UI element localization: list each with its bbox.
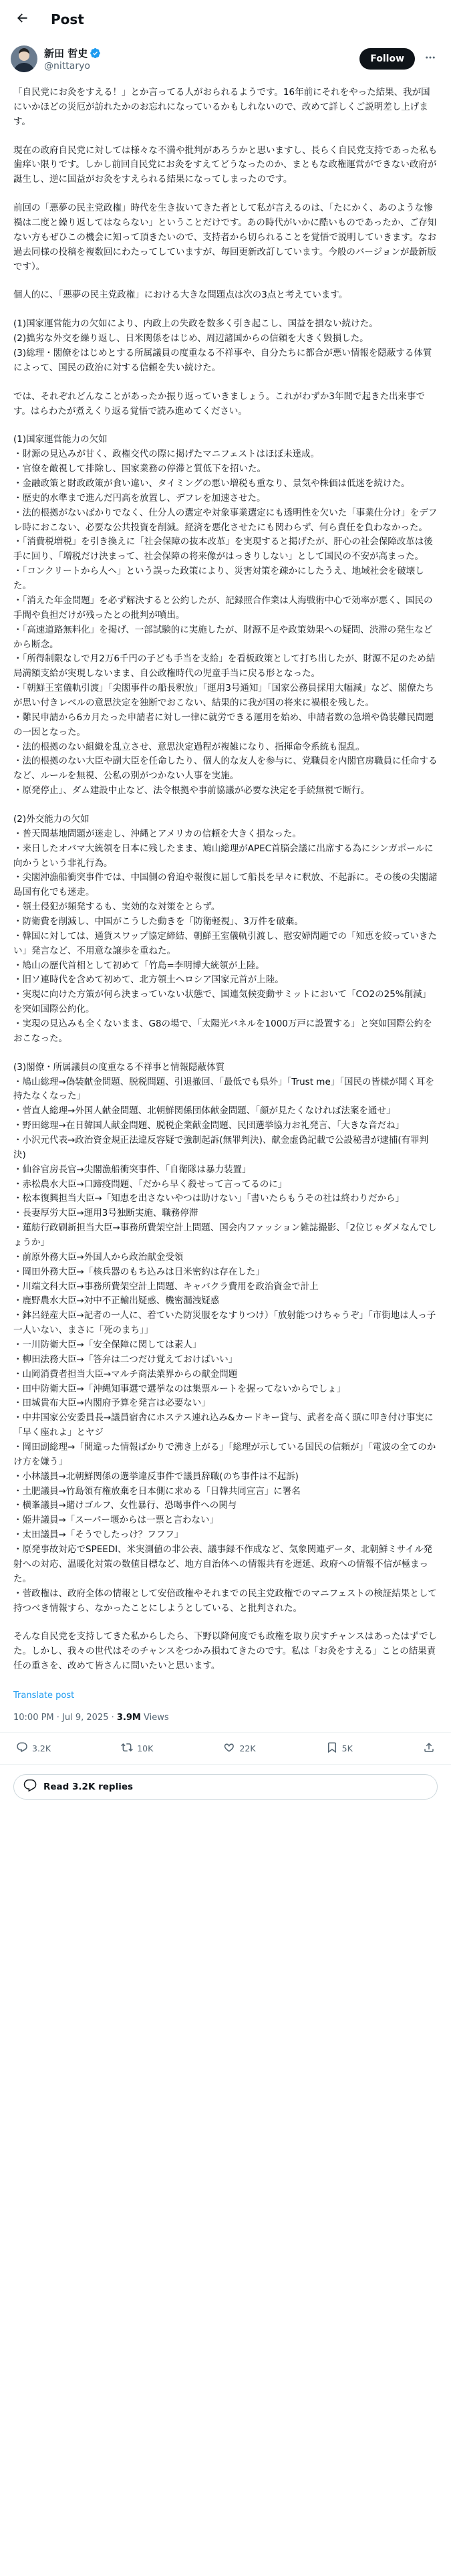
- share-button[interactable]: [423, 1741, 435, 1755]
- bookmark-button[interactable]: [326, 1741, 353, 1755]
- bookmark-count: 5K: [341, 1743, 353, 1753]
- verified-badge-icon: [90, 47, 101, 59]
- timestamp[interactable]: 10:00 PM · Jul 9, 2025: [13, 1712, 109, 1723]
- read-replies-label: Read 3.2K replies: [43, 1781, 134, 1792]
- page-title: Post: [51, 11, 84, 27]
- post-paragraph: では、それぞれどんなことがあったか振り返っていきましょう。これがわずか3年間で起きた出来事です。はらわたが煮えくり返る覚悟で読み進めてください。: [13, 391, 425, 417]
- back-button[interactable]: [11, 8, 33, 31]
- views-count: 3.9M: [116, 1712, 141, 1723]
- more-options-button[interactable]: [420, 49, 440, 69]
- post-paragraph: 「自民党にお灸をすえる！」とか言ってる人がおられるようです。16年前にそれをやった結果、我が国にいかほどの災厄が訪れたかのお忘れになっているかもしれないので、改めて詳しくご説明差し上げます。: [13, 87, 430, 127]
- post-paragraph: (1)国家運営能力の欠如 ・財源の見込みが甘く、政権交代の際に掲げたマニフェストはほぼ未達成。 ・官僚を敵視して排除し、国家業務の停滞と質低下を招いた。 ・金融政策と財政政策が食い違い、タイミングの悪い増税も重なり、景気や株価は低迷を続けた。 ・歴史的水準まで進んだ円高を放置し、デフレを加速させた。 ・法的根拠がないばかりでなく、仕分人の選定や対象事業選定にも透明性を欠いた「事業仕分け」をデフレ時におこない、必要な公共投資を削減。経済を悪化させたにも関わらず、何ら責任を負わなかった。 ・「消費税増税」を引き換えに「社会保障の抜本改革」を実現すると掲げたが、肝心の社会保障改革は後手に回り、「増税だけ決まって、社会保障の将来像がはっきりしない」として国民の不安が高まった。 ・「コンクリートから人へ」という誤った政策により、災害対策を疎かにしたうえ、地域社会を破壊した。 ・「消えた年金問題」を必ず解決すると公約したが、記録照合作業は人海戦術中心で効率が悪く、国民の手間や負担だけが残ったとの批判が噴出。 ・「高速道路無料化」を掲げ、一部試験的に実施したが、財源不足や政策効果への疑問、渋滞の発生などから断念。 ・「所得制限なしで月2万6千円の子ども手当を支給」を看板政策として打ち出したが、財源不足のため結局満額支給が実現しないまま、自公政権時代の児童手当に戻る形となった。 ・「朝鮮王室儀軌引渡」「尖閣事件の船長釈放」「運用3号通知」「国家公務員採用大幅減」など、閣僚たちが思い付きレベルの意思決定を独断でおこない、結果的に我が国の将来に禍根を残した。 ・難民申請から6カ月たった申請者に対し一律に就労できる運用を始め、申請者数の急増や偽装難民問題の一因となった。 ・法的根拠のない組織を乱立させ、意思決定過程が複雑になり、指揮命令系統も混乱。 ・法的根拠のない大臣や副大臣を任命したり、個人的な友人を参与に、党職員を内閣官房職員に任命するなど、ルールを無視、公私の別がつかない人事を実施。 ・原発停止」、ダム建設中止など、法令根拠や事前協議が必要な決定を手続無視で断行。: [13, 434, 438, 796]
- post-paragraph: (2)外交能力の欠如 ・普天間基地問題が迷走し、沖縄とアメリカの信頼を大きく損なった。 ・来日したオバマ大統領を日本に残したまま、鳩山総理がAPEC首脳会議に出席する為にシンガポールに向かうという非礼行為。 ・尖閣沖漁船衝突事件では、中国側の脅迫や報復に屈して船長を早々に釈放、不起訴に。その後の尖閣諸島国有化でも迷走。 ・領土侵犯が頻発するも、実効的な対策をとらず。 ・防衛費を削減し、中国がこうした動きを「防衛軽視」、3万件を破棄。 ・韓国に対しては、通貨スワップ協定締結、朝鮮王室儀軌引渡し、慰安婦問題での「知恵を絞っていきたい」発言など、不用意な譲歩を重ねた。 ・鳩山の歴代首相として初めて「竹島=李明博大統領が上陸。 ・旧ソ連時代を含めて初めて、北方領土へロシア国家元首が上陸。 ・実現に向けた方策が何ら決まっていない状態で、国連気候変動サミットにおいて「CO2の25%削減」を突如国際公約化。 ・実現の見込みも全くないまま、G8の場で、「太陽光パネルを1000万戸に設置する」と突如国際公約をおこなった。: [13, 813, 438, 1044]
- views-label: Views: [144, 1712, 169, 1723]
- like-count: 22K: [239, 1743, 256, 1753]
- post-paragraph: そんな自民党を支持してきた私からしたら、下野以降何度でも政権を取り戻すチャンスはあったはずでした。しかし、我々の世代はそのチャンスをつかみ損ねてきたのです。私は「お灸をすえる」ことの結果責任の重さを、改めて皆さんに問いたいと思います。: [13, 1631, 437, 1672]
- author-name[interactable]: 新田 哲史: [44, 47, 88, 60]
- repost-button[interactable]: [121, 1741, 153, 1755]
- reply-button[interactable]: [16, 1741, 51, 1755]
- author-info: [44, 46, 359, 72]
- post-paragraph: 現在の政府自民党に対しては様々な不満や批判があろうかと思いますし、長らく自民党支持であった私も歯痒い限りです。しかし前回自民党にお灸をすえてどうなったのか、まともな政権運営ができない政府が誕生し、逆に国益がお灸をすえられる結果になってしまったのです。: [13, 144, 438, 185]
- more-icon: [424, 51, 436, 66]
- repost-count: 10K: [137, 1743, 154, 1753]
- post-paragraph: 前回の「悪夢の民主党政権」時代を生き抜いてきた者として私が言えるのは、「たにかく、あのような惨禍は二度と繰り返してはならない」ということだけです。あの時代がいかに酷いものであったか、ご存知ない方もぜひこの機会に知って頂きたいので、支持者から切られることを覚悟で説明していきます。なお過去同様の投稿を複数回にわたってしていますが、毎回更新改訂しています。今般のバージョンが最新版です）。: [13, 203, 437, 272]
- post-text: [0, 76, 451, 1701]
- bookmark-icon: [326, 1741, 338, 1755]
- like-button[interactable]: [223, 1741, 255, 1755]
- follow-button[interactable]: Follow: [359, 48, 415, 70]
- action-bar: [0, 1733, 451, 1765]
- author-handle[interactable]: @nittaryo: [44, 61, 90, 72]
- avatar[interactable]: [11, 45, 37, 72]
- reply-count: 3.2K: [32, 1743, 51, 1753]
- post-paragraph: (1)国家運営能力の欠如により、内政上の失政を数多く引き起こし、国益を損ない続けた。 (2)拙劣な外交を繰り返し、日米関係をはじめ、周辺諸国からの信頼を大きく毀損した。 (3)総理・閣僚をはじめとする所属議員の度重なる不祥事や、自分たちに都合が悪い情報を隠蔽する体質によって、国民の政治に対する信頼を失い続けた。: [13, 318, 432, 373]
- back-arrow-icon: [15, 11, 29, 27]
- author-name-row: [44, 46, 359, 60]
- read-replies-button[interactable]: [13, 1774, 438, 1800]
- translate-post-link[interactable]: Translate post: [13, 1690, 75, 1701]
- author-row: [0, 39, 451, 76]
- post-meta: 10:00 PM · Jul 9, 2025 · 3.9M Views: [0, 1701, 451, 1733]
- chat-bubble-icon: [23, 1779, 43, 1795]
- repost-icon: [121, 1741, 133, 1755]
- reply-icon: [16, 1741, 28, 1755]
- like-icon: [223, 1741, 235, 1755]
- share-icon: [423, 1741, 435, 1755]
- post-paragraph: (3)閣僚・所属議員の度重なる不祥事と情報隠蔽体質 ・鳩山総理→偽装献金問題、脱税問題、引退撤回、「最低でも県外」「Trust me」「国民の皆様が聞く耳を持たなくなった」 ・菅直人総理→外国人献金問題、北朝鮮関係団体献金問題、「顔が見たくなければ法案を通せ」 ・野田総理→在日韓国人献金問題、脱税企業献金問題、民団選挙協力お礼発言、「大きな音だね」 ・小沢元代表→政治資金規正法違反容疑で強制起訴(無罪判決)、献金虚偽記載で公設秘書が逮捕(有罪判決) ・仙谷官房長官→尖閣漁船衝突事件、「自衛隊は暴力装置」 ・赤松農水大臣→口蹄疫問題、「だから早く殺せって言ってるのに」 ・松本復興担当大臣→「知恵を出さないやつは助けない」「書いたらもうその社は終わりだから」 ・長妻厚労大臣→運用3号独断実施、職務停滞 ・蓮舫行政刷新担当大臣→事務所費架空計上問題、国会内ファッション雑誌撮影、「2位じゃダメなんでしょうか」 ・前原外務大臣→外国人から政治献金受領 ・岡田外務大臣→「核兵器のもち込みは日米密約は存在した」 ・川端文科大臣→事務所費架空計上問題、キャバクラ費用を政治資金で計上 ・鹿野農水大臣→対中不正輸出疑惑、機密漏洩疑惑 ・鉢呂経産大臣→記者の一人に、着ていた防災服をなすりつけ）「放射能つけちゃうぞ」「市街地は人っ子一人いない、まさに「死のまち」」 ・一川防衛大臣→「安全保障に関しては素人」 ・柳田法務大臣→「答弁は二つだけ覚えておけばいい」 ・山岡消費者担当大臣→マルチ商法業界からの献金問題 ・田中防衛大臣→「沖縄知事選で選挙なのは集票ルートを握ってないからでしょ」 ・田城貴布大臣→内閣府予算を発言は必要ない」 ・中井国家公安委員長→議員宿舎にホステス連れ込み&カードキー貸与、武者を高く頭に叩き付け事実に「早く座れよ」とヤジ ・岡田副総理→「間違った情報ばかりで沸き上がる」「総理が示している国民の信頼が」「電波の全てのかけ方を嫌う」 ・小林議員→北朝鮮関係の選挙違反事件で議員辞職(のち事件は不起訴) ・土肥議員→竹島領有権放棄を日本側に求める「日韓共同宣言」に署名 ・横峯議員→賭けゴルフ、女性暴行、恐喝事件への関与 ・姫井議員→「スーパー堰からは一票と言わない」 ・太田議員→「そうでしたっけ？フフフ」 ・原発事故対応でSPEEDI、米実測値の非公表、議事録不作成など、気象関連データ、北朝鮮ミサイル発射への対応、温暖化対策の数値目標など、地方自治体への情報共有を遅延、政府への情報不信が極まった。 ・菅政権は、政府全体の情報として安倍政権やそれまでの民主党政権でのマニフェストの検証結果として持つべき情報すら、なかったことにしようとしている、と批判された。: [13, 1061, 437, 1614]
- top-bar: [0, 0, 451, 39]
- post-paragraph: 個人的に、「悪夢の民主党政権」における大きな問題点は次の3点と考えています。: [13, 290, 348, 301]
